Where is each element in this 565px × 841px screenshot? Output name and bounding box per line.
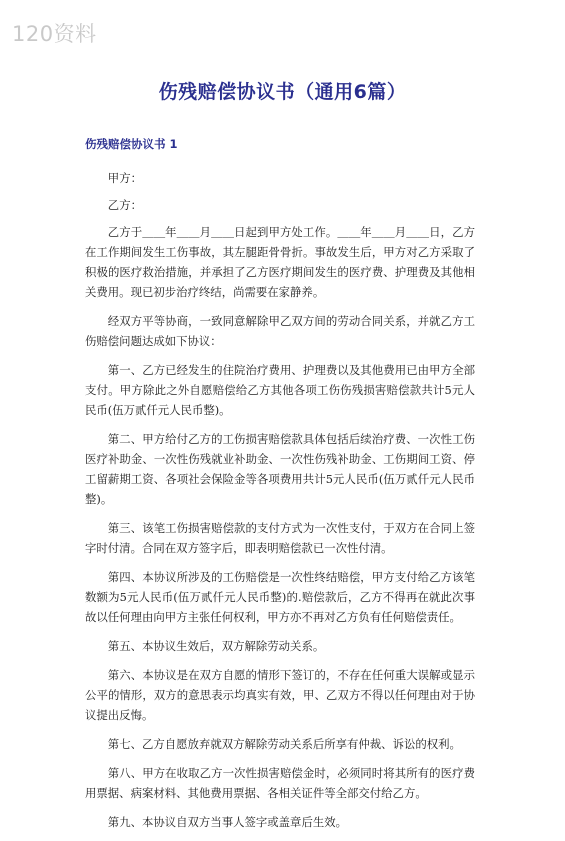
clause-8: 第八、甲方在收取乙方一次性损害赔偿金时，必须同时将其所有的医疗费用票据、病案材料、其他费用票据、各相关证件等全部交付给乙方。 xyxy=(85,766,475,800)
party-a-label: 甲方： xyxy=(107,171,142,185)
paragraph: 乙方于＿＿年＿＿月＿＿日起到甲方处工作。＿＿年＿＿月＿＿日，乙方在工作期间发生工伤事故，其左腿距骨骨折。事故发生后，甲方对乙方采取了积极的医疗救治措施，并承担了乙方医疗期间发生的医疗费、护理费及其他相关费用。现已初步治疗终结，尚需要在家静养。 xyxy=(85,225,475,299)
paragraph: 经双方平等协商，一致同意解除甲乙双方间的劳动合同关系，并就乙方工伤赔偿问题达成如下协议： xyxy=(85,314,475,348)
section-title: 伤残赔偿协议书 1 xyxy=(85,137,178,151)
party-b-label: 乙方： xyxy=(107,198,142,212)
clause-9: 第九、本协议自双方当事人签字或盖章后生效。 xyxy=(107,815,348,829)
clause-5: 第五、本协议生效后，双方解除劳动关系。 xyxy=(107,639,325,653)
clause-2: 第二、甲方给付乙方的工伤损害赔偿款具体包括后续治疗费、一次性工伤医疗补助金、一次性伤残就业补助金、一次性伤残补助金、工伤期间工资、停工留薪期工资、各项社会保险金等各项费用共计5元人民币(伍万贰仟元人民币整)。 xyxy=(85,432,475,506)
clause-4: 第四、本协议所涉及的工伤赔偿是一次性终结赔偿，甲方支付给乙方该笔数额为5元人民币(伍万贰仟元人民币整)的.赔偿款后，乙方不得再在就此次事故以任何理由向甲方主张任何权利，甲方亦不再对乙方负有任何赔偿责任。 xyxy=(85,570,475,624)
clause-7: 第七、乙方自愿放弃就双方解除劳动关系后所享有仲裁、诉讼的权利。 xyxy=(107,737,461,751)
clause-1: 第一、乙方已经发生的住院治疗费用、护理费以及其他费用已由甲方全部支付。甲方除此之外自愿赔偿给乙方其他各项工伤伤残损害赔偿款共计5元人民币(伍万贰仟元人民币整)。 xyxy=(85,363,475,417)
watermark-logo: 120资料 xyxy=(12,22,97,46)
page-title: 伤残赔偿协议书（通用6篇） xyxy=(158,81,407,103)
clause-3: 第三、该笔工伤损害赔偿款的支付方式为一次性支付，于双方在合同上签字时付清。合同在双方签字后，即表明赔偿款已一次性付清。 xyxy=(85,521,475,555)
clause-6: 第六、本协议是在双方自愿的情形下签订的，不存在任何重大误解或显示公平的情形，双方的意思表示均真实有效，甲、乙双方不得以任何理由对于协议提出反悔。 xyxy=(85,668,475,722)
document-body xyxy=(85,168,475,841)
